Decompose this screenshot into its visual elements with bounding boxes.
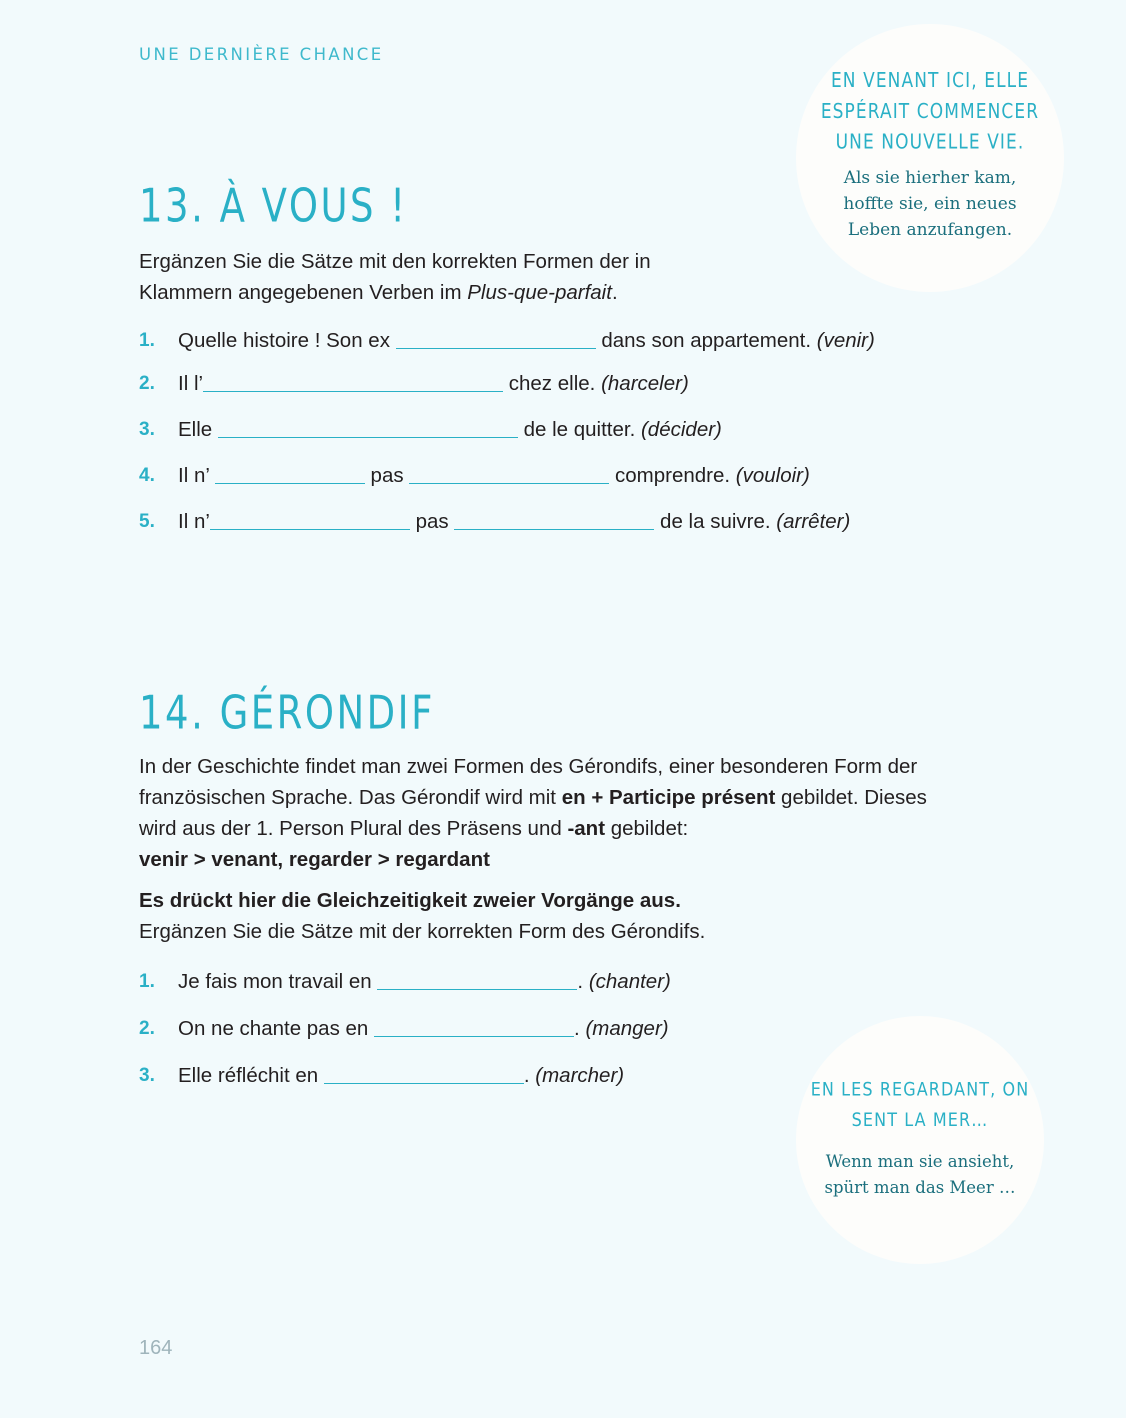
exercise-text[interactable]: Quelle histoire ! Son ex dans son appartement. (venir)	[178, 329, 875, 352]
section-14-explanation: In der Geschichte findet man zwei Formen des Gérondifs, einer besonderen Form der französischen Sprache. Das Gérondif wird mit en + Participe présent gebildet. Dieses wird aus der 1. Person Plural des Präsens und -ant gebildet: venir > venant, regarder > regardant	[139, 754, 927, 871]
answer-blank[interactable]	[377, 968, 577, 990]
answer-blank[interactable]	[215, 462, 365, 484]
answer-blank[interactable]	[409, 462, 609, 484]
answer-blank[interactable]	[454, 508, 654, 530]
callout-french-2: EN LES REGARDANT, ON SENT LA MER…	[810, 1077, 1030, 1131]
exercise-number: 3.	[139, 1065, 155, 1086]
exercise-text[interactable]: Elle de le quitter. (décider)	[178, 418, 722, 441]
answer-blank[interactable]	[324, 1062, 524, 1084]
exercise-text[interactable]: Il n’ pas de la suivre. (arrêter)	[178, 510, 851, 533]
exercise-number: 2.	[139, 373, 155, 394]
exercise-item	[139, 966, 999, 997]
exercise-number: 5.	[139, 511, 155, 532]
exercise-text[interactable]: Il l’ chez elle. (harceler)	[178, 372, 689, 395]
exercise-text[interactable]: Je fais mon travail en . (chanter)	[178, 970, 671, 993]
answer-blank[interactable]	[218, 416, 518, 438]
exercise-item	[139, 325, 999, 356]
answer-blank[interactable]	[396, 327, 596, 349]
answer-blank[interactable]	[374, 1015, 574, 1037]
callout-bubble-1	[796, 24, 1064, 292]
exercise-number: 3.	[139, 419, 155, 440]
page-number: 164	[139, 1337, 173, 1359]
section-title-14: 14. GÉRONDIF	[139, 685, 435, 740]
exercise-text[interactable]: Elle réfléchit en . (marcher)	[178, 1064, 625, 1087]
exercise-item	[139, 368, 999, 399]
exercise-number: 2.	[139, 1018, 155, 1039]
exercise-text[interactable]: Il n’ pas comprendre. (vouloir)	[178, 464, 810, 487]
exercise-item	[139, 414, 999, 445]
section-13-instruction: Ergänzen Sie die Sätze mit den korrekten Formen der in Klammern angegebenen Verben im Plus-que-parfait.	[139, 249, 651, 304]
exercise-number: 4.	[139, 465, 155, 486]
section-title-13: 13. À VOUS !	[139, 178, 408, 233]
callout-german-2: Wenn man sie ansieht, spürt man das Meer …	[824, 1152, 1016, 1197]
section-14-instruction: Es drückt hier die Gleichzeitigkeit zweier Vorgänge aus. Ergänzen Sie die Sätze mit der korrekten Form des Gérondifs.	[139, 888, 706, 943]
callout-french-1: EN VENANT ICI, ELLE ESPÉRAIT COMMENCER UNE NOUVELLE VIE.	[820, 69, 1040, 155]
answer-blank[interactable]	[210, 508, 410, 530]
exercise-item	[139, 506, 999, 537]
exercise-text[interactable]: On ne chante pas en . (manger)	[178, 1017, 669, 1040]
running-head: UNE DERNIÈRE CHANCE	[139, 45, 384, 64]
exercise-number: 1.	[139, 330, 155, 351]
callout-bubble-2	[796, 1016, 1044, 1264]
exercise-list-13	[139, 325, 999, 552]
answer-blank[interactable]	[203, 370, 503, 392]
exercise-item	[139, 460, 999, 491]
exercise-number: 1.	[139, 971, 155, 992]
callout-german-1: Als sie hierher kam, hoffte sie, ein neues Leben anzufangen.	[843, 168, 1017, 240]
